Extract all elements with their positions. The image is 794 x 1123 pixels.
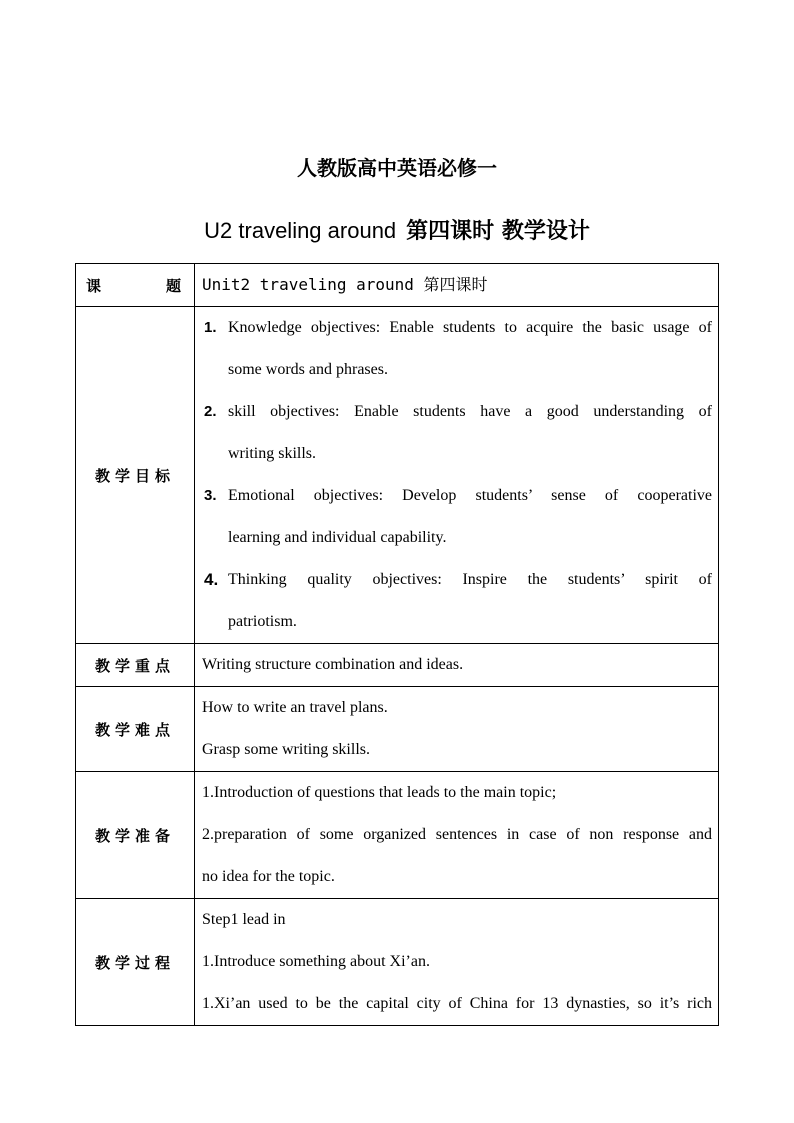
- item-line: Emotional objectives: Develop students’ sense of cooperative: [228, 487, 712, 504]
- item-line: learning and individual capability.: [228, 529, 447, 546]
- table-row-topic: [76, 264, 719, 307]
- difficulty-line: Grasp some writing skills.: [202, 741, 370, 758]
- table-row-process: [76, 899, 719, 1026]
- item-line: Thinking quality objectives: Inspire the students’ spirit of: [228, 571, 712, 588]
- item-line: writing skills.: [228, 445, 317, 462]
- item-number: 2.: [204, 403, 217, 420]
- item-number: 3.: [204, 487, 217, 504]
- topic-label: 课 题: [76, 264, 195, 307]
- preparation-cell: [195, 772, 719, 899]
- item-line: some words and phrases.: [228, 361, 388, 378]
- objectives-label: 教学目标: [76, 307, 195, 644]
- difficulties-cell: [195, 687, 719, 772]
- process-label: 教学过程: [76, 899, 195, 1026]
- document-title: 人教版高中英语必修一: [297, 156, 497, 180]
- list-item: [204, 559, 712, 643]
- lesson-plan-table: [75, 263, 719, 1026]
- item-line: skill objectives: Enable students have a good understanding of: [228, 403, 712, 420]
- table-row-key-points: [76, 644, 719, 687]
- item-number: 1.: [204, 319, 217, 336]
- table-row-difficulties: [76, 687, 719, 772]
- table-row-preparation: [76, 772, 719, 899]
- item-number: 4.: [204, 570, 219, 589]
- key-points-value: Writing structure combination and ideas.: [202, 656, 464, 673]
- list-item: [204, 307, 712, 391]
- preparation-label: 教学准备: [76, 772, 195, 899]
- item-line: Knowledge objectives: Enable students to acquire the basic usage of: [228, 319, 712, 336]
- topic-value-cell: [195, 264, 719, 307]
- objectives-cell: [195, 307, 719, 644]
- item-line: patriotism.: [228, 613, 297, 630]
- process-line: 1.Xi’an used to be the capital city of China for 13 dynasties, so it’s rich: [202, 995, 712, 1012]
- list-item: [204, 475, 712, 559]
- key-points-label: 教学重点: [76, 644, 195, 687]
- preparation-line: 1.Introduction of questions that leads to the main topic;: [202, 784, 557, 801]
- subtitle-english: U2 traveling around: [204, 218, 397, 243]
- key-points-cell: [195, 644, 719, 687]
- process-line: 1.Introduce something about Xi’an.: [202, 953, 430, 970]
- table-row-objectives: [76, 307, 719, 644]
- list-item: [204, 391, 712, 475]
- preparation-line: 2.preparation of some organized sentences in case of non response and: [202, 826, 712, 843]
- difficulty-line: How to write an travel plans.: [202, 699, 388, 716]
- topic-value: Unit2 traveling around 第四课时: [202, 275, 488, 294]
- process-cell: [195, 899, 719, 1026]
- document-subtitle: [0, 214, 794, 245]
- preparation-line: no idea for the topic.: [202, 868, 335, 885]
- subtitle-chinese: 第四课时 教学设计: [406, 219, 590, 244]
- process-line: Step1 lead in: [202, 911, 286, 928]
- difficulties-label: 教学难点: [76, 687, 195, 772]
